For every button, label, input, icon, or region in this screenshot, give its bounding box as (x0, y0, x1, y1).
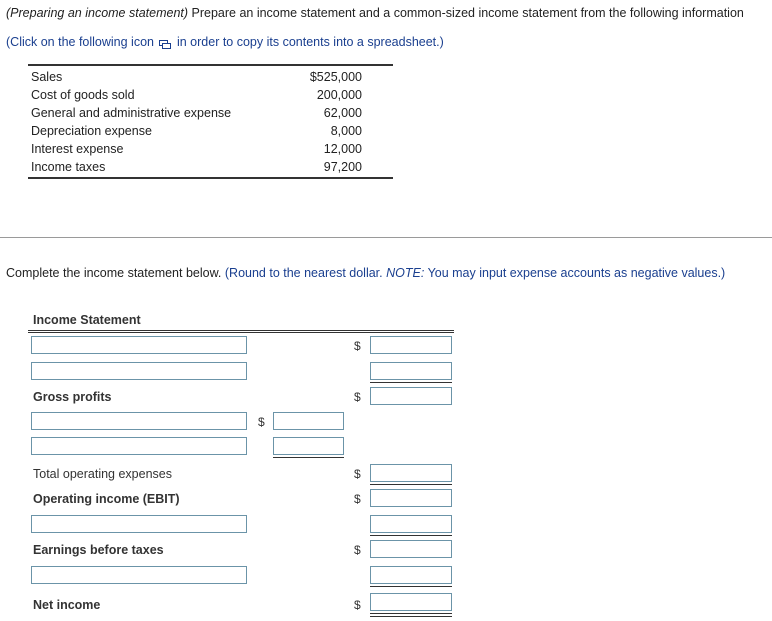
dollar-sign: $ (354, 543, 361, 557)
interest-item-input[interactable] (31, 515, 247, 533)
given-data-label: Sales (31, 70, 63, 84)
copy-instruction-after: in order to copy its contents into a spreadsheet.) (176, 35, 444, 49)
ebt-label: Earnings before taxes (33, 543, 164, 557)
given-data-row (28, 122, 393, 140)
total-opex-rule (370, 484, 452, 485)
copy-instruction (6, 35, 444, 49)
dollar-sign: $ (354, 492, 361, 506)
given-data-value: 8,000 (330, 124, 362, 138)
title-rule-2 (28, 332, 454, 333)
given-data-row (28, 158, 393, 176)
given-data-value: 12,000 (323, 142, 362, 156)
opex-amount-input-2[interactable] (273, 437, 344, 455)
ebt-input[interactable] (370, 540, 452, 558)
gross-profits-label: Gross profits (33, 390, 112, 404)
given-data-label: General and administrative expense (31, 106, 232, 120)
given-data-table (28, 64, 393, 179)
net-income-double-rule-2 (370, 616, 452, 617)
opex-amount-input-1[interactable] (273, 412, 344, 430)
subtotal-rule (370, 382, 452, 383)
question-body: Prepare an income statement and a common-sized income statement from the following information (188, 6, 744, 20)
taxes-item-input[interactable] (31, 566, 247, 584)
amount-input-1[interactable] (370, 336, 452, 354)
copy-instruction-before: (Click on the following icon (6, 35, 154, 49)
interest-rule (370, 535, 452, 536)
taxes-amount-input[interactable] (370, 566, 452, 584)
given-data-value: 62,000 (323, 106, 362, 120)
dollar-sign: $ (354, 390, 361, 404)
question-text (6, 6, 744, 20)
given-data-row (28, 86, 393, 104)
given-data-label: Cost of goods sold (31, 88, 135, 102)
given-data-label: Interest expense (31, 142, 124, 156)
given-data-value: $525,000 (309, 70, 362, 84)
opex-subtotal-rule (273, 457, 344, 458)
opex-item-input-1[interactable] (31, 412, 247, 430)
line-item-input-2[interactable] (31, 362, 247, 380)
copy-to-spreadsheet-icon[interactable] (159, 38, 171, 47)
dollar-sign: $ (354, 339, 361, 353)
net-income-double-rule (370, 613, 452, 614)
given-data-row (28, 104, 393, 122)
line-item-input-1[interactable] (31, 336, 247, 354)
net-income-input[interactable] (370, 593, 452, 611)
title-rule (28, 330, 454, 331)
interest-amount-input[interactable] (370, 515, 452, 533)
instruction-text (6, 266, 725, 280)
given-data-label: Depreciation expense (31, 124, 152, 138)
question-prefix: (Preparing an income statement) (6, 6, 189, 20)
dollar-sign: $ (354, 467, 361, 481)
amount-input-2[interactable] (370, 362, 452, 380)
operating-income-input[interactable] (370, 489, 452, 507)
operating-income-label: Operating income (EBIT) (33, 492, 180, 506)
dollar-sign: $ (354, 598, 361, 612)
gross-profits-input[interactable] (370, 387, 452, 405)
statement-title: Income Statement (33, 313, 141, 327)
total-opex-input[interactable] (370, 464, 452, 482)
taxes-rule (370, 586, 452, 587)
total-opex-label: Total operating expenses (33, 467, 172, 481)
instruction-note (225, 266, 725, 280)
note-text: You may input expense accounts as negative values.) (427, 266, 726, 280)
given-data-value: 97,200 (323, 160, 362, 174)
net-income-label: Net income (33, 598, 101, 612)
dollar-sign: $ (258, 415, 265, 429)
given-data-value: 200,000 (316, 88, 362, 102)
section-divider (0, 237, 772, 238)
opex-item-input-2[interactable] (31, 437, 247, 455)
given-data-row (28, 140, 393, 158)
instruction-main: Complete the income statement below. (6, 266, 222, 280)
note-prefix: (Round to the nearest dollar. (224, 266, 383, 280)
note-label: NOTE: (386, 266, 425, 280)
given-data-row (28, 68, 393, 86)
given-data-label: Income taxes (31, 160, 106, 174)
